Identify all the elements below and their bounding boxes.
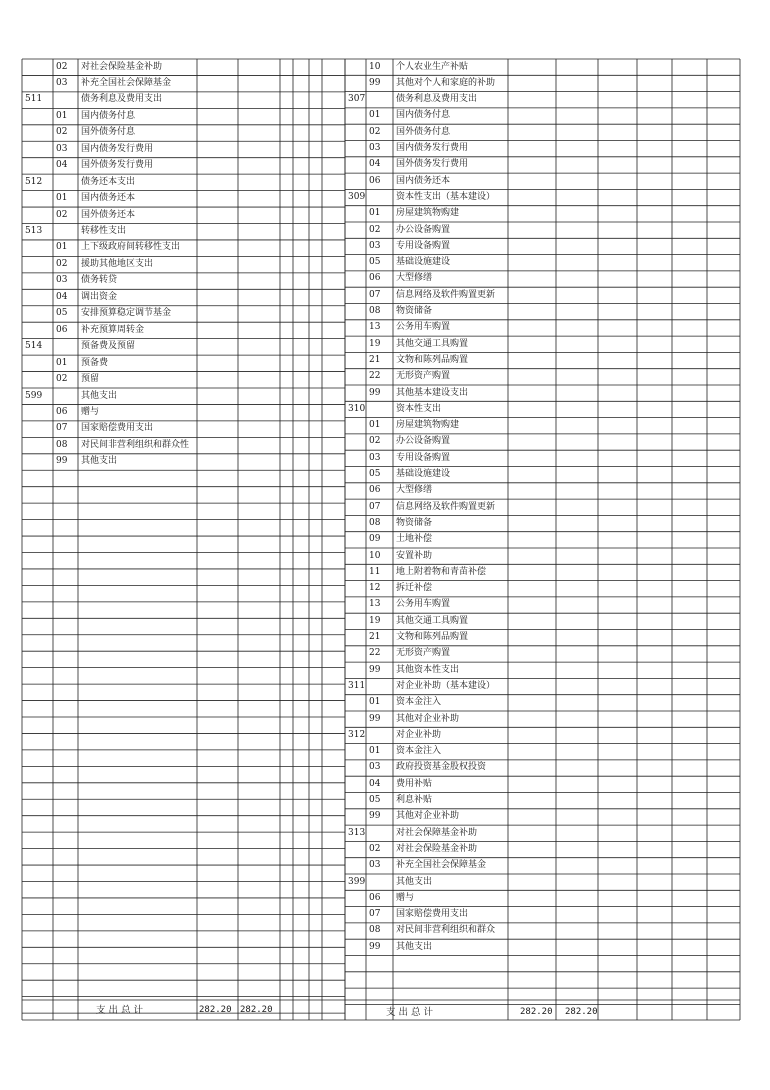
right-row-name: 资本金注入	[396, 746, 442, 757]
right-row-c1: 307	[348, 94, 366, 105]
right-row-name: 公务用车购置	[396, 599, 451, 610]
right-row-name: 无形资产购置	[396, 371, 451, 382]
left-row-c2: 01	[56, 110, 68, 121]
left-row-name: 债务利息及费用支出	[81, 94, 163, 105]
right-total-a: 282.20	[520, 1007, 553, 1017]
right-row-name: 其他支出	[396, 941, 433, 952]
right-total-label: 支 出 总 计	[386, 1007, 434, 1018]
left-row-name: 补充全国社会保障基金	[81, 77, 172, 88]
left-row-name: 援助其他地区支出	[81, 258, 154, 269]
right-row-name: 信息网络及软件购置更新	[396, 289, 496, 300]
left-row-name: 安排预算稳定调节基金	[81, 308, 172, 319]
right-row-name: 补充全国社会保障基金	[396, 860, 487, 871]
left-row-name: 上下级政府间转移性支出	[81, 242, 181, 253]
right-row-c2: 08	[369, 925, 381, 936]
left-row-c2: 03	[56, 275, 68, 286]
right-row-name: 对社会保险基金补助	[396, 843, 478, 854]
right-row-name: 土地补偿	[396, 534, 433, 545]
right-row-c1: 399	[348, 876, 366, 887]
right-row-name: 资本性支出	[396, 403, 442, 414]
right-row-c2: 22	[369, 648, 381, 659]
left-row-name: 债务还本支出	[81, 176, 136, 187]
right-row-c2: 21	[369, 354, 381, 365]
right-row-name: 赠与	[396, 892, 415, 903]
left-row-name: 预备费及预留	[81, 341, 136, 352]
right-row-name: 信息网络及软件购置更新	[396, 501, 496, 512]
right-row-name: 国外债务付息	[396, 126, 451, 137]
right-row-name: 国家赔偿费用支出	[396, 909, 469, 920]
right-row-c2: 05	[369, 795, 381, 805]
right-row-name: 大型修缮	[396, 485, 433, 496]
right-row-c2: 08	[369, 306, 381, 316]
right-row-name: 房屋建筑物购建	[396, 208, 460, 219]
right-row-name: 对企业补助（基本建设）	[396, 680, 496, 691]
left-row-c2: 03	[56, 77, 68, 88]
right-row-name: 个人农业生产补贴	[396, 61, 469, 72]
right-row-name: 对民间非营利组织和群众	[396, 925, 496, 936]
right-row-name: 地上附着物和青苗补偿	[396, 566, 487, 577]
right-row-name: 对企业补助	[396, 729, 442, 740]
left-row-name: 债务转贷	[81, 275, 118, 286]
left-row-name: 其他支出	[81, 456, 118, 467]
right-row-name: 房屋建筑物购建	[396, 420, 460, 431]
left-row-c2: 01	[56, 193, 68, 204]
left-row-c2: 08	[56, 439, 68, 450]
left-row-name: 补充预算周转金	[81, 324, 145, 335]
right-row-c1: 310	[348, 403, 366, 414]
right-row-name: 资本金注入	[396, 697, 442, 708]
right-row-c2: 10	[369, 61, 381, 72]
left-row-name: 国家赔偿费用支出	[81, 423, 154, 434]
right-row-c2: 03	[369, 860, 381, 871]
left-row-c1: 514	[25, 341, 43, 352]
right-row-c2: 19	[369, 615, 381, 626]
right-row-name: 办公设备购置	[396, 436, 451, 447]
right-row-name: 利息补贴	[396, 795, 433, 805]
right-row-c2: 01	[369, 697, 381, 708]
right-row-c2: 13	[369, 322, 381, 333]
left-row-c2: 02	[56, 258, 68, 269]
right-row-c2: 02	[369, 843, 381, 854]
right-row-name: 其他对企业补助	[396, 713, 460, 724]
left-row-c1: 513	[25, 226, 43, 236]
right-row-name: 基础设施建设	[396, 469, 451, 479]
left-row-name: 国外债务还本	[81, 209, 136, 220]
left-row-c2: 01	[56, 242, 68, 253]
right-row-name: 专用设备购置	[396, 240, 451, 251]
right-row-name: 国外债务发行费用	[396, 159, 469, 170]
left-row-c2: 01	[56, 357, 68, 368]
left-row-name: 其他支出	[81, 390, 118, 401]
right-row-c2: 06	[369, 273, 381, 284]
right-row-name: 无形资产购置	[396, 648, 451, 659]
right-row-c2: 01	[369, 420, 381, 431]
right-row-c2: 99	[369, 387, 381, 398]
left-row-name: 赠与	[81, 406, 100, 417]
right-row-c2: 02	[369, 126, 381, 137]
left-row-name: 对社会保险基金补助	[81, 61, 163, 72]
right-row-name: 文物和陈列品购置	[396, 354, 469, 365]
left-row-c1: 512	[25, 176, 43, 187]
right-row-c2: 22	[369, 371, 381, 382]
right-row-c2: 03	[369, 762, 381, 773]
right-row-c2: 99	[369, 811, 381, 822]
right-row-c2: 01	[369, 110, 381, 121]
left-row-c2: 04	[56, 160, 68, 171]
left-row-c2: 07	[56, 423, 68, 434]
right-row-name: 其他对企业补助	[396, 811, 460, 822]
left-total-label: 支 出 总 计	[96, 1005, 144, 1016]
right-row-name: 政府投资基金股权投资	[396, 762, 487, 773]
right-row-c2: 02	[369, 436, 381, 447]
left-row-name: 国外债务发行费用	[81, 160, 154, 171]
left-row-name: 调出资金	[81, 291, 118, 302]
right-row-name: 其他对个人和家庭的补助	[396, 77, 496, 88]
left-row-name: 对民间非营利组织和群众性	[81, 439, 190, 450]
right-row-c2: 09	[369, 534, 381, 545]
right-row-name: 安置补助	[396, 550, 433, 561]
right-row-c2: 99	[369, 77, 381, 88]
right-row-c2: 03	[369, 143, 381, 153]
right-row-c2: 99	[369, 941, 381, 952]
right-row-c1: 312	[348, 729, 366, 740]
right-row-c2: 04	[369, 778, 381, 789]
right-row-c2: 21	[369, 632, 381, 642]
right-row-name: 其他资本性支出	[396, 664, 460, 675]
right-row-name: 资本性支出（基本建设）	[396, 191, 496, 202]
right-row-name: 公务用车购置	[396, 322, 451, 333]
right-row-c1: 309	[348, 191, 366, 202]
right-row-name: 办公设备购置	[396, 224, 451, 235]
left-row-name: 国外债务付息	[81, 127, 136, 138]
right-row-name: 其他交通工具购置	[396, 338, 469, 349]
right-row-c2: 07	[369, 909, 381, 920]
right-row-c2: 07	[369, 289, 381, 300]
left-row-c2: 05	[56, 308, 68, 319]
right-row-c2: 05	[369, 469, 381, 479]
right-row-c2: 10	[369, 550, 381, 561]
right-row-c1: 311	[348, 680, 366, 691]
right-row-name: 文物和陈列品购置	[396, 632, 469, 642]
right-row-c2: 08	[369, 517, 381, 528]
right-row-c2: 03	[369, 452, 381, 463]
left-row-c1: 599	[25, 390, 43, 401]
right-total-b: 282.20	[565, 1007, 598, 1017]
right-row-name: 其他支出	[396, 876, 433, 887]
right-row-name: 债务利息及费用支出	[396, 94, 478, 105]
right-row-name: 大型修缮	[396, 273, 433, 284]
right-row-name: 国内债务付息	[396, 110, 451, 121]
left-row-c2: 02	[56, 127, 68, 138]
right-row-c2: 05	[369, 257, 381, 268]
right-row-c2: 99	[369, 713, 381, 724]
right-row-c2: 03	[369, 240, 381, 251]
right-row-c2: 19	[369, 338, 381, 349]
right-row-c2: 13	[369, 599, 381, 610]
right-row-c2: 11	[369, 566, 381, 577]
right-row-c2: 01	[369, 746, 381, 757]
left-row-c2: 02	[56, 209, 68, 220]
left-total-b: 282.20	[240, 1005, 273, 1015]
right-row-name: 物资储备	[396, 517, 433, 528]
right-row-c2: 04	[369, 159, 381, 170]
left-row-c2: 03	[56, 143, 68, 154]
right-row-c2: 01	[369, 208, 381, 219]
left-row-name: 转移性支出	[81, 226, 127, 236]
right-row-name: 基础设施建设	[396, 257, 451, 268]
left-row-name: 国内债务还本	[81, 193, 136, 204]
right-row-c2: 02	[369, 224, 381, 235]
left-row-c2: 02	[56, 374, 68, 385]
left-row-c2: 99	[56, 456, 68, 467]
left-row-c2: 04	[56, 291, 68, 302]
left-row-name: 国内债务付息	[81, 110, 136, 121]
left-row-c1: 511	[25, 94, 43, 105]
right-row-c1: 313	[348, 827, 366, 838]
right-row-c2: 06	[369, 175, 381, 186]
right-row-name: 拆迁补偿	[396, 583, 433, 594]
left-row-c2: 06	[56, 324, 68, 335]
right-row-name: 其他基本建设支出	[396, 387, 469, 398]
right-row-name: 对社会保障基金补助	[396, 827, 478, 838]
right-row-name: 费用补贴	[396, 778, 433, 789]
right-row-name: 物资储备	[396, 306, 433, 316]
right-row-c2: 12	[369, 583, 381, 594]
left-row-name: 预备费	[81, 357, 109, 368]
left-row-name: 国内债务发行费用	[81, 143, 154, 154]
right-row-c2: 07	[369, 501, 381, 512]
right-row-c2: 99	[369, 664, 381, 675]
right-row-c2: 06	[369, 892, 381, 903]
right-row-c2: 06	[369, 485, 381, 496]
left-row-name: 预留	[81, 374, 100, 385]
left-row-c2: 02	[56, 61, 68, 72]
left-row-c2: 06	[56, 406, 68, 417]
right-row-name: 国内债务发行费用	[396, 143, 469, 153]
left-total-a: 282.20	[199, 1005, 232, 1015]
right-row-name: 专用设备购置	[396, 452, 451, 463]
right-row-name: 国内债务还本	[396, 175, 451, 186]
right-row-name: 其他交通工具购置	[396, 615, 469, 626]
